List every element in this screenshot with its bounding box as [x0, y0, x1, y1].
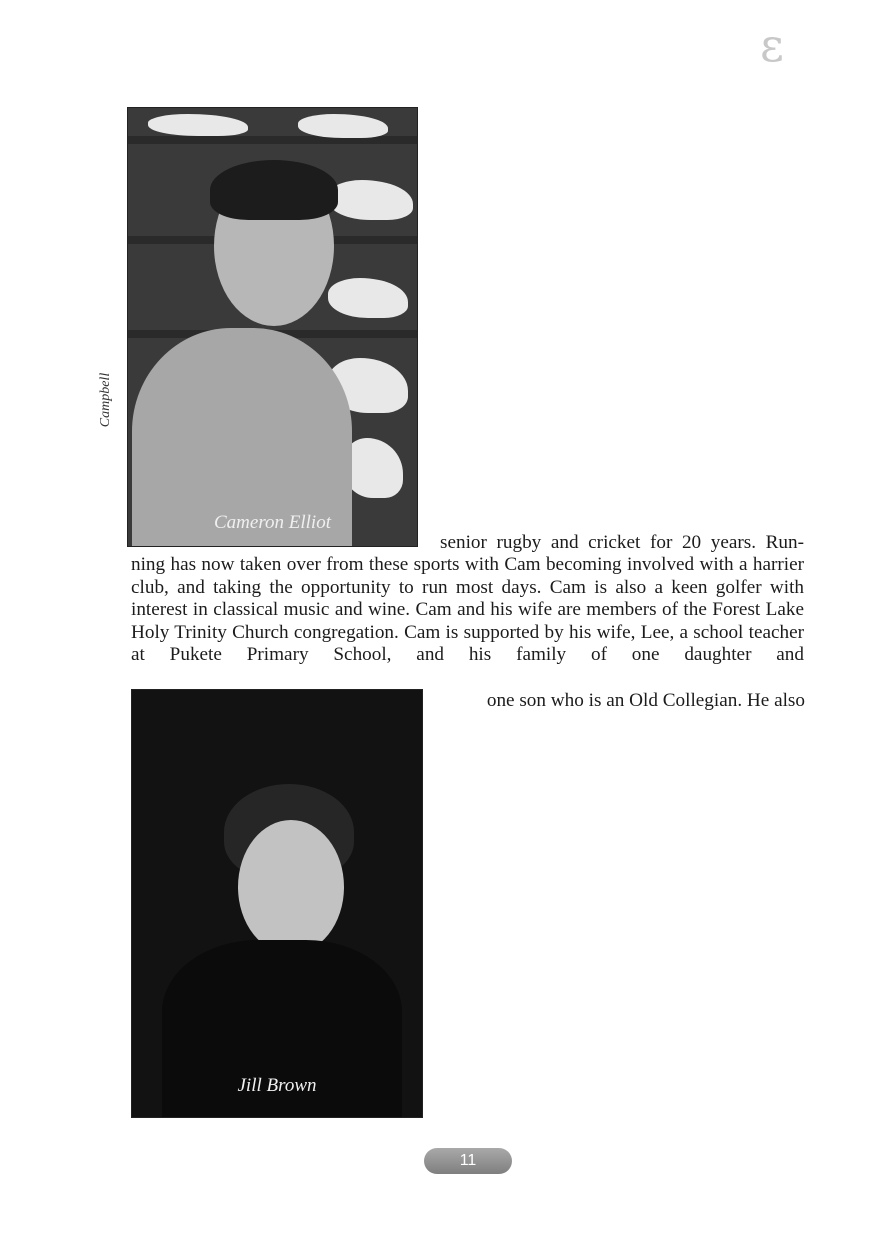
page-number: 11	[424, 1148, 512, 1174]
photo-jill-brown	[131, 689, 423, 1118]
body-paragraph: ning has now taken over from these sports with Cam becoming involved with a harrier club, and taking the opportunity to run most days. Cam is also a keen golfer with interest in classical music and wine. Cam and his wife are members of the Forest Lake Holy Trinity Church congregation. Cam is supported by his wife, Lee, a school teacher at Pukete Primary School, and his family of one daughter and	[131, 554, 804, 666]
header-decoration: ε	[760, 18, 784, 72]
body-line: one son who is an Old Collegian. He also	[486, 690, 805, 711]
side-label: Campbell	[98, 372, 113, 428]
photo-caption: Jill Brown	[237, 1075, 317, 1096]
photo-caption: Cameron Elliot	[214, 512, 331, 533]
body-line: senior rugby and cricket for 20 years. Run-	[440, 532, 804, 553]
photo-cameron-elliot	[127, 107, 418, 547]
